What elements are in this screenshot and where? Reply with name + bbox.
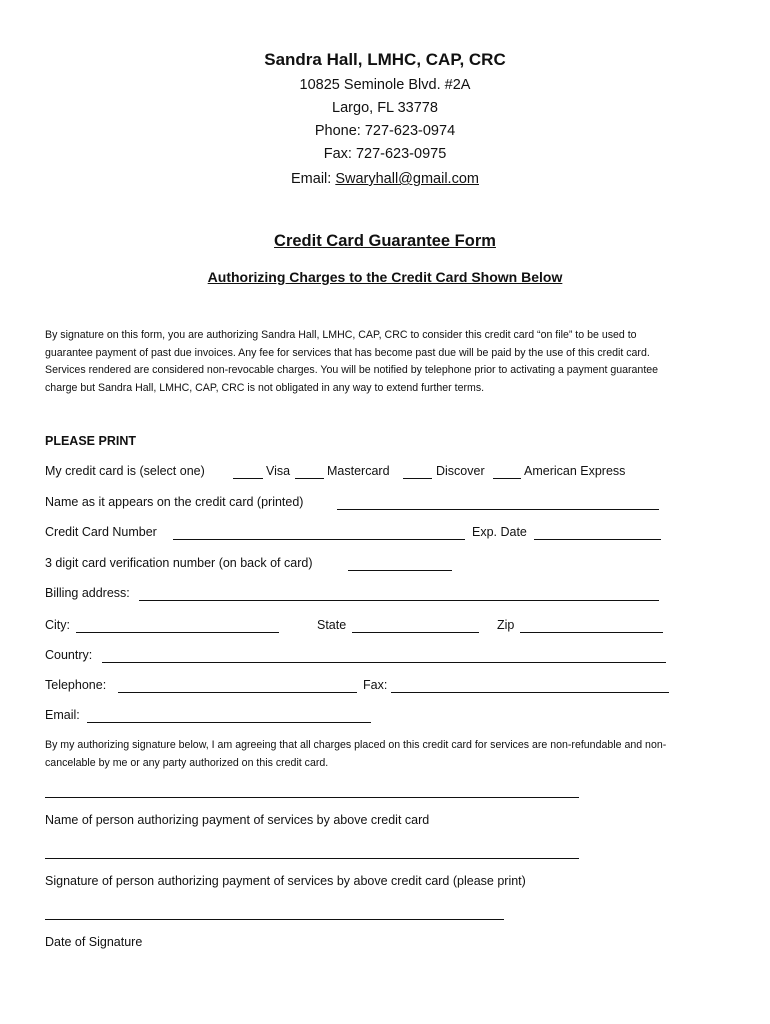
agreement-line: cancelable by me or any party authorized on this credit card.	[45, 756, 329, 769]
billing-address-field[interactable]	[139, 600, 659, 601]
card-type-amex: American Express	[524, 464, 626, 478]
card-number-label: Credit Card Number	[45, 525, 157, 539]
email-label: Email:	[291, 171, 336, 187]
billing-address-label: Billing address:	[45, 586, 130, 600]
cvv-label: 3 digit card verification number (on back of card)	[45, 556, 313, 570]
intro-line: By signature on this form, you are authorizing Sandra Hall, LMHC, CAP, CRC to consider this credit card “on file” to be used to	[45, 329, 637, 341]
zip-label: Zip	[497, 618, 515, 632]
agreement-paragraph	[45, 737, 666, 772]
fax-field[interactable]	[391, 692, 669, 693]
signature-field[interactable]	[45, 858, 579, 859]
city-label: City:	[45, 618, 70, 632]
visa-blank[interactable]	[233, 478, 263, 479]
card-number-field[interactable]	[173, 539, 465, 540]
intro-line: Services rendered are considered non-revocable charges. You will be notified by telephone prior to activating a payment guarantee	[45, 364, 659, 376]
form-subtitle: Authorizing Charges to the Credit Card Shown Below	[207, 269, 563, 285]
email-line	[0, 168, 770, 191]
phone-number: Phone: 727-623-0974	[314, 123, 456, 139]
signature-label: Signature of person authorizing payment of services by above credit card (please print)	[45, 874, 526, 888]
city-field[interactable]	[76, 632, 279, 633]
state-field[interactable]	[352, 632, 479, 633]
discover-blank[interactable]	[403, 478, 432, 479]
telephone-field[interactable]	[118, 692, 357, 693]
name-on-card-label: Name as it appears on the credit card (printed)	[45, 495, 304, 509]
email-link[interactable]: Swaryhall@gmail.com	[335, 171, 479, 187]
card-type-mastercard: Mastercard	[327, 464, 390, 478]
exp-date-field[interactable]	[534, 539, 661, 540]
signature-date-label: Date of Signature	[45, 935, 143, 949]
practitioner-name: Sandra Hall, LMHC, CAP, CRC	[264, 50, 506, 69]
authorizer-name-field[interactable]	[45, 797, 579, 798]
intro-line: guarantee payment of past due invoices. Any fee for services that has become past due will be paid by the use of this credit card.	[45, 346, 650, 359]
name-on-card-field[interactable]	[337, 509, 659, 510]
telephone-label: Telephone:	[45, 678, 107, 692]
card-type-discover: Discover	[436, 464, 485, 478]
intro-paragraph	[45, 327, 735, 397]
state-label: State	[317, 618, 347, 632]
country-label: Country:	[45, 648, 93, 662]
email-field-label: Email:	[45, 708, 80, 722]
cvv-field[interactable]	[348, 570, 452, 571]
zip-field[interactable]	[520, 632, 663, 633]
fax-label: Fax:	[363, 678, 388, 692]
address-street: 10825 Seminole Blvd. #2A	[299, 77, 471, 93]
please-print-heading: PLEASE PRINT	[45, 434, 136, 448]
address-city: Largo, FL 33778	[332, 100, 438, 116]
amex-blank[interactable]	[493, 478, 521, 479]
fax-number: Fax: 727-623-0975	[323, 146, 447, 162]
card-type-label: My credit card is (select one)	[45, 464, 205, 478]
form-title: Credit Card Guarantee Form	[274, 232, 496, 250]
agreement-line: By my authorizing signature below, I am agreeing that all charges placed on this credit card for services are non-refundable and non-	[45, 739, 667, 751]
authorizer-name-label: Name of person authorizing payment of services by above credit card	[45, 813, 430, 827]
email-field[interactable]	[87, 722, 371, 723]
country-field[interactable]	[102, 662, 666, 663]
signature-date-field[interactable]	[45, 919, 504, 920]
card-type-visa: Visa	[266, 464, 291, 478]
exp-date-label: Exp. Date	[472, 525, 527, 539]
intro-line: charge but Sandra Hall, LMHC, CAP, CRC is not obligated in any way to extend further terms.	[45, 381, 485, 394]
mastercard-blank[interactable]	[295, 478, 324, 479]
